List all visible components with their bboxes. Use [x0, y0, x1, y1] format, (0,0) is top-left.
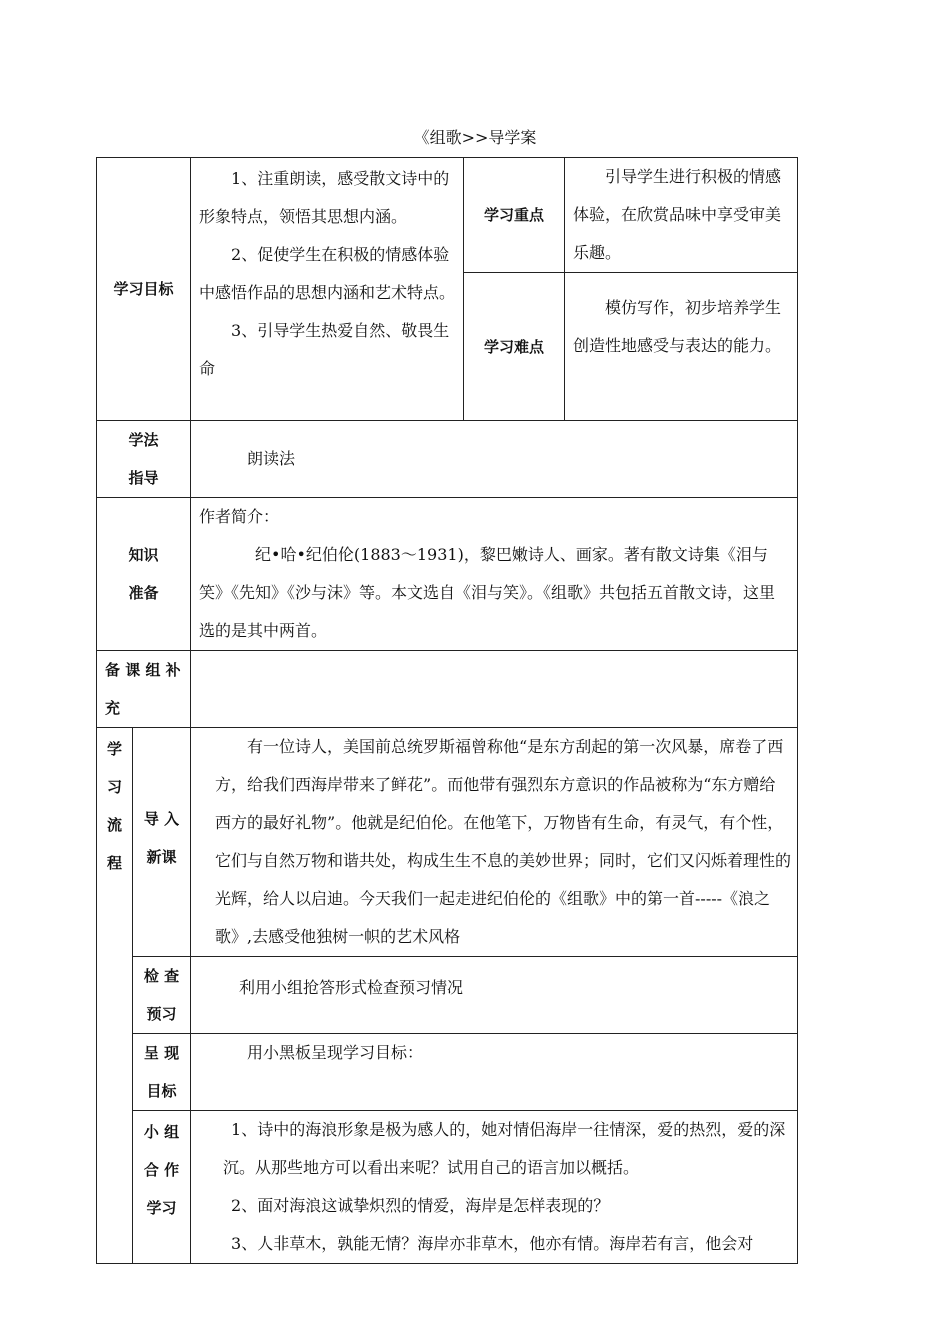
preview-text: 利用小组抢答形式检查预习情况: [239, 978, 464, 997]
supplement-label-line-1: 备 课 组 补: [105, 661, 181, 679]
objective-item-2: 2、促使学生在积极的情感体验中感悟作品的思想内涵和艺术特点。: [199, 245, 456, 302]
group-label-line-3: 学习: [146, 1199, 177, 1217]
intro-text: 有一位诗人，美国前总统罗斯福曾称他“是东方刮起的第一次风暴，席卷了西方，给我们西海岸带来了鲜花”。而他带有强烈东方意识的作品被称为“东方赠给西方的最好礼物”。他就是纪伯伦。在他笔下，万物皆有生命，有灵气，有个性，它们与自然万物和谐共处，构成生生不息的美妙世界；同时，它们又闪烁着理性的光辉，给人以启迪。今天我们一起走进纪伯伦的《组歌》中的第一首-----《浪之歌》,去感受他独树一帜的艺术风格: [215, 737, 792, 946]
knowledge-label-line-2: 准备: [128, 584, 159, 602]
process-label-char-2: 习: [106, 778, 122, 796]
goals-cell: [191, 1034, 798, 1111]
key-points-text: 引导学生进行积极的情感体验，在欣赏品味中享受审美乐趣。: [573, 167, 782, 262]
group-cell: [191, 1111, 798, 1264]
knowledge-label-cell: [97, 498, 191, 651]
goals-label-line-2: 目标: [146, 1082, 177, 1100]
difficulties-cell: [565, 273, 798, 421]
preview-label-line-2: 预习: [146, 1005, 177, 1023]
group-item-1: 1、诗中的海浪形象是极为感人的，她对情侣海岸一往情深，爱的热烈，爱的深沉。从那些地方可以看出来呢？试用自己的语言加以概括。: [223, 1120, 786, 1177]
intro-label-cell: [133, 728, 191, 957]
key-points-label-cell: [464, 158, 565, 273]
preview-label-line-1: 检 查: [143, 967, 180, 985]
preview-cell: [191, 957, 798, 1034]
goals-label-cell: [133, 1034, 191, 1111]
objective-item-1: 1、注重朗读，感受散文诗中的形象特点，领悟其思想内涵。: [199, 169, 450, 226]
supplement-label-line-2: 充: [105, 699, 121, 717]
objective-item-3: 3、引导学生热爱自然、敬畏生命: [199, 321, 450, 378]
process-label-char-3: 流: [106, 816, 122, 834]
objectives-cell: [191, 158, 464, 421]
method-cell: [191, 421, 798, 498]
method-text: 朗读法: [247, 449, 296, 468]
difficulties-label: 学习难点: [484, 337, 545, 356]
group-label-line-2: 合 作: [143, 1161, 180, 1179]
key-points-label: 学习重点: [484, 206, 545, 224]
group-item-2: 2、面对海浪这诚挚炽烈的情爱，海岸是怎样表现的？: [231, 1196, 610, 1215]
page-title: 《组歌>>导学案: [413, 128, 537, 147]
goals-label-line-1: 呈 现: [143, 1044, 180, 1062]
preview-label-cell: [133, 957, 191, 1034]
method-label-cell: [97, 421, 191, 498]
key-points-cell: [565, 158, 798, 273]
author-intro-text: 纪•哈•纪伯伦(1883～1931)，黎巴嫩诗人、画家。著有散文诗集《泪与笑》《先知》《沙与沫》等。本文选自《泪与笑》。《组歌》共包括五首散文诗，这里选的是其中两首。: [199, 545, 776, 640]
group-label-line-1: 小 组: [143, 1123, 180, 1141]
method-label-line-2: 指导: [128, 469, 159, 487]
intro-label-line-1: 导 入: [143, 810, 180, 828]
difficulties-label-cell: [464, 273, 565, 421]
objectives-label-cell: [97, 158, 191, 421]
goals-text: 用小黑板呈现学习目标：: [247, 1043, 424, 1062]
knowledge-cell: [191, 498, 798, 651]
lesson-plan-table: [96, 157, 798, 1264]
objectives-label: 学习目标: [113, 280, 174, 298]
supplement-label-cell: [97, 651, 191, 728]
knowledge-label-line-1: 知识: [128, 546, 159, 564]
group-label-cell: [133, 1111, 191, 1264]
process-label-char-1: 学: [106, 740, 122, 758]
author-intro-heading: 作者简介：: [199, 507, 280, 526]
group-item-3: 3、人非草木，孰能无情？海岸亦非草木，他亦有情。海岸若有言，他会对: [231, 1234, 754, 1253]
intro-label-line-2: 新课: [146, 848, 177, 866]
difficulties-text: 模仿写作，初步培养学生创造性地感受与表达的能力。: [573, 298, 782, 355]
process-label-cell: [97, 728, 133, 1264]
supplement-cell: [191, 651, 798, 728]
intro-cell: [191, 728, 798, 957]
method-label-line-1: 学法: [128, 431, 159, 449]
process-label-char-4: 程: [106, 854, 122, 872]
